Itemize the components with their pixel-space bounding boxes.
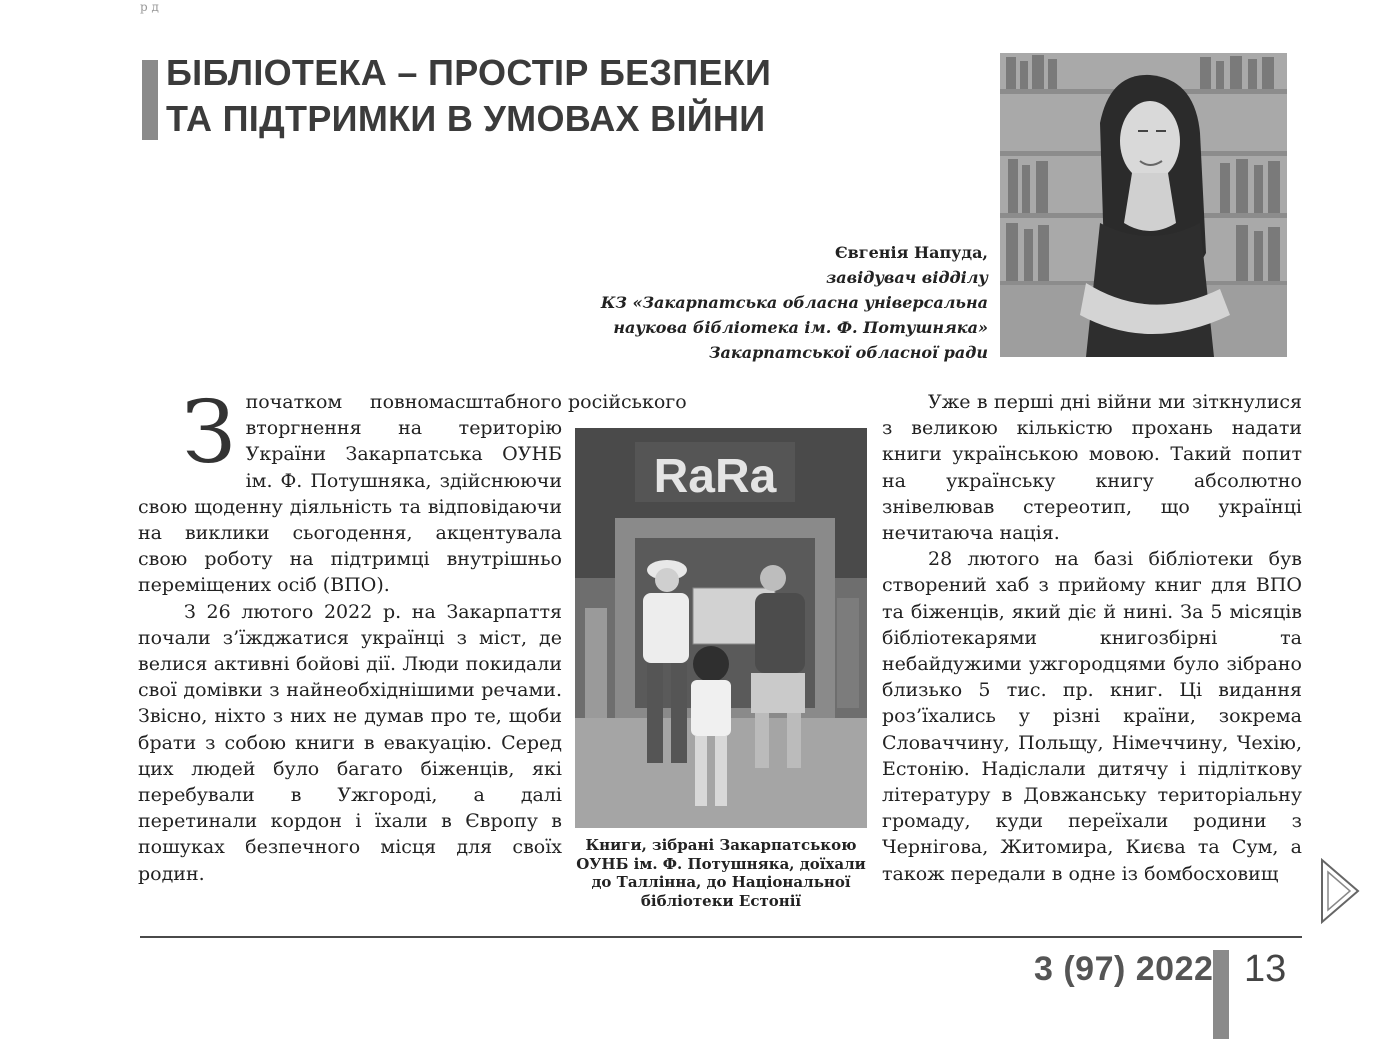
top-edge-mark: р д (140, 0, 159, 14)
author-name: Євгенія Напуда, (834, 243, 988, 262)
author-byline (601, 240, 988, 365)
right-paragraph-2: 28 лютого на базі бібліотеки був створений хаб з прийому книг для ВПО та біженців, який діє й нині. За 5 місяців бібліотекарями книгозбірні та небайдужими ужгородцями було зібрано близько 5 тис. пр. книг. Ці видання роз’їхались у різні країни, зокрема Словаччину, Польщу, Німеччину, Чехію, Естонію. Надіслали дитячу і підліткову літературу в Довжанську територіальну громаду, куди переїхали родини з Чернігова, Житомира, Києва та Сум, а також передали в одне із бомбосховищ (882, 548, 1302, 885)
right-column (882, 389, 1302, 887)
author-org-line-2: наукова бібліотека ім. Ф. Потушняка» (613, 318, 988, 337)
intro-overflow-word: російського (568, 391, 687, 413)
intro-paragraph (138, 383, 562, 599)
issue-number: 3 (97) 2022 (1034, 950, 1214, 988)
author-portrait-photo (1000, 53, 1287, 357)
body-paragraph-2: З 26 лютого 2022 р. на Закарпаття почали з’їжджатися українці з міст, де велися активні бойові дії. Люди покидали свої домівки з найнеобхіднішими речами. Звісно, ніхто з них не думав про те, щоби брати з собою книги в евакуацію. Серед цих людей було багато біженців, які перебували в Ужгороді, а далі перетинали кордон і їхали в Європу в пошуках безпечного місця для своїх родин. (138, 600, 562, 885)
author-position: завідувач відділу (826, 268, 988, 287)
intro-text: початком повномасштабного вторгнення на територію України Закарпатська ОУНБ ім. Ф. Потушняка, здійснюючи свою щоденну діяльність та відповідаючи на виклики сьогодення, акцентувала свою роботу на підтримці внутрішньо переміщених осіб (ВПО). (138, 391, 562, 597)
photo-caption: Книги, зібрані Закарпатською ОУНБ ім. Ф. Потушняка, доїхали до Таллінна, до Національної бібліотеки Естонії (576, 836, 866, 910)
footer-accent-bar (1213, 950, 1229, 1039)
footer-rule (140, 936, 1302, 938)
library-books-photo (575, 428, 867, 828)
right-paragraph-1: Уже в перші дні війни ми зіткнулися з великою кількістю прохань надати книги українською мовою. Такий попит на українську книгу абсолютно знівелював стереотип, що українці нечитаюча нація. (882, 391, 1302, 545)
title-line-1: БІБЛІОТЕКА – ПРОСТІР БЕЗПЕКИ (166, 52, 772, 93)
page-number: 13 (1244, 948, 1287, 990)
title-line-2: ТА ПІДТРИМКИ В УМОВАХ ВІЙНИ (166, 98, 766, 139)
next-page-arrow-icon[interactable] (1320, 858, 1360, 924)
rara-sign-text: RaRa (653, 450, 777, 503)
drop-cap: З (182, 383, 236, 483)
article-title (166, 50, 771, 142)
author-org-line-3: Закарпатської обласної ради (708, 343, 988, 362)
title-accent-bar (142, 60, 158, 140)
left-column (138, 383, 562, 887)
author-org-line-1: КЗ «Закарпатська обласна універсальна (600, 293, 988, 312)
